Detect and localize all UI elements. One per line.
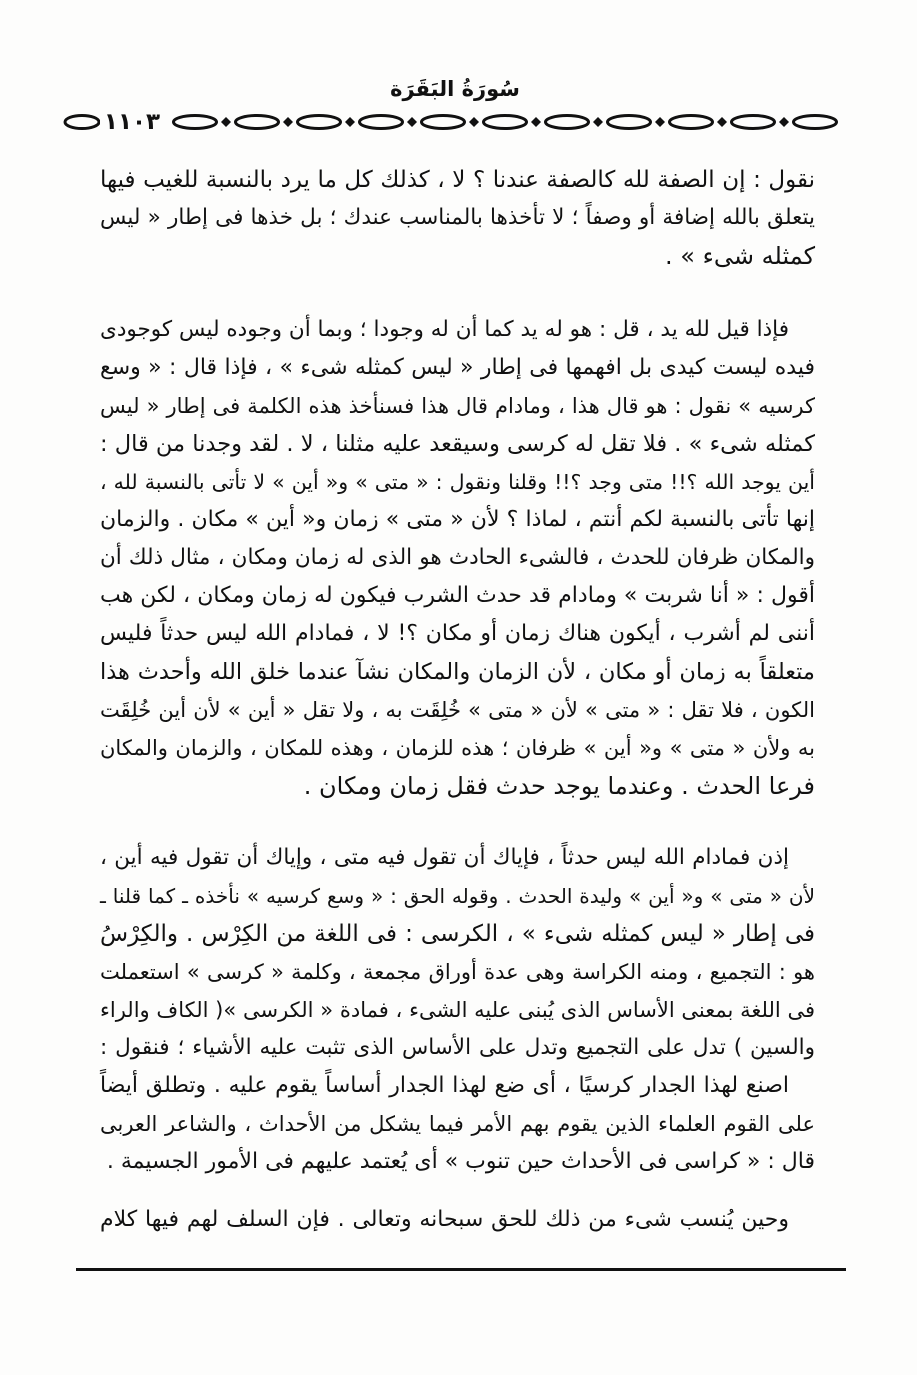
text-line: أننى لم أشرب ، أيكون هناك زمان أو مكان ؟! لا ، فمادام الله ليس حدثاً فليس xyxy=(100,621,815,646)
text-line: يتعلق بالله إضافة أو وصفاً ؛ لا تأخذها بالمناسب عندك ؛ بل خذها فى إطار « ليس xyxy=(100,205,815,230)
paragraph xyxy=(100,311,815,805)
border-oval xyxy=(608,116,651,129)
text-line: على القوم العلماء الذين يقوم بهم الأمر فيما يشكل من الأحداث ، والشاعر العربى xyxy=(100,1112,815,1136)
text-line: لأن « متى » و« أين » وليدة الحدث . وقوله الحق : « وسع كرسيه » نأخذه ـ كما قلنا ـ xyxy=(100,884,815,908)
border-diamond xyxy=(593,117,603,127)
border-diamond xyxy=(717,117,727,127)
footer-rule xyxy=(76,1268,846,1271)
border-oval xyxy=(794,116,837,129)
border-diamond xyxy=(655,117,665,127)
text-line: كمثله شىء » . فلا تقل له كرسى وسيقعد عليه مثلنا ، لا . لقد وجدنا من قال : xyxy=(100,431,815,457)
border-diamond xyxy=(221,117,231,127)
border-oval xyxy=(236,116,279,129)
text-line: به ولأن « متى » و« أين » ظرفان ؛ هذه للزمان ، وهذه للمكان ، والزمان والمكان xyxy=(100,736,815,760)
text-line: كرسيه » نقول : هو قال هذا ، ومادام قال هذا فسنأخذ هذه الكلمة فى إطار « ليس xyxy=(100,394,815,418)
border-oval xyxy=(65,116,99,129)
text-line: فى اللغة بمعنى الأساس الذى يُبنى عليه الشىء ، فمادة « الكرسى »( الكاف والراء xyxy=(100,998,815,1022)
text-line: فإذا قيل لله يد ، قل : هو له يد كما أن له وجودا ؛ وبما أن وجوده ليس كوجودى xyxy=(100,317,789,342)
paragraph xyxy=(100,839,815,1181)
text-line: فيده ليست كيدى بل افهمها فى إطار « ليس كمثله شىء » ، فإذا قال : « وسع xyxy=(100,355,815,380)
border-diamond xyxy=(779,117,789,127)
text-line: نقول : إن الصفة لله كالصفة عندنا ؟ لا ، كذلك كل ما يرد بالنسبة للغيب فيها xyxy=(100,167,815,193)
text-line: كمثله شىء » . xyxy=(665,242,815,270)
border-diamond xyxy=(469,117,479,127)
border-diamond xyxy=(345,117,355,127)
text-line: إنها تأتى بالنسبة لكم أنتم ، لماذا ؟ لأن « متى » زمان و« أين » مكان . والزمان xyxy=(100,507,815,532)
border-oval xyxy=(422,116,465,129)
border-diamond xyxy=(531,117,541,127)
ornamental-border xyxy=(60,109,850,135)
surah-title: سُورَةُ البَقَرَة xyxy=(390,77,520,101)
text-line: هو : التجميع ، ومنه الكراسة وهى عدة أوراق مجمعة ، وكلمة « كرسى » استعملت xyxy=(100,960,815,984)
paragraph xyxy=(100,161,815,275)
page-number: ١١٠٣ xyxy=(100,107,164,137)
border-oval xyxy=(670,116,713,129)
border-oval xyxy=(174,116,217,129)
text-line: قال : « كراسى فى الأحداث حين تنوب » أى يُعتمد عليهم فى الأمور الجسيمة . xyxy=(106,1149,815,1174)
text-line: أقول : « أنا شربت » ومادام قد حدث الشرب فيكون له زمان ومكان ، لكن هب xyxy=(100,583,815,608)
border-diamond xyxy=(283,117,293,127)
paragraph xyxy=(100,1201,815,1239)
text-line: إذن فمادام الله ليس حدثاً ، فإياك أن تقول فيه متى ، وإياك أن تقول فيه أين ، xyxy=(100,845,789,870)
text-line: أين يوجد الله ؟!! متى وجد ؟!! وقلنا ونقول : « متى » و« أين » لا تأتى بالنسبة لله ، xyxy=(100,470,815,494)
border-oval xyxy=(546,116,589,129)
border-diamond xyxy=(407,117,417,127)
text-line: متعلقاً به زمان أو مكان ، لأن الزمان والمكان نشآ عندما خلق الله وأحدث هذا xyxy=(100,659,815,685)
text-line: اصنع لهذا الجدار كرسيًا ، أى ضع لهذا الجدار أساساً يقوم عليه . وتطلق أيضاً xyxy=(100,1073,789,1098)
text-line: فرعا الحدث . وعندما يوجد حدث فقل زمان ومكان . xyxy=(303,772,815,800)
text-line: والمكان ظرفان للحدث ، فالشىء الحادث هو الذى له زمان ومكان ، مثال ذلك أن xyxy=(100,545,815,570)
text-line: والسين ) تدل على التجميع وتدل على الأساس الذى تثبت عليه الأشياء ؛ فنقول : xyxy=(100,1035,815,1060)
text-line: الكون ، فلا تقل : « متى » لأن « متى » خُلِقَت به ، ولا تقل « أين » لأن أين خُلِقَت xyxy=(100,698,815,722)
border-oval xyxy=(360,116,403,129)
border-oval xyxy=(732,116,775,129)
border-oval xyxy=(484,116,527,129)
text-line: فى إطار « ليس كمثله شىء » ، الكرسى : فى اللغة من الكِرْس . والكِرْسُ xyxy=(100,921,815,947)
border-oval xyxy=(298,116,341,129)
text-line: وحين يُنسب شىء من ذلك للحق سبحانه وتعالى . فإن السلف لهم فيها كلام xyxy=(100,1207,789,1232)
